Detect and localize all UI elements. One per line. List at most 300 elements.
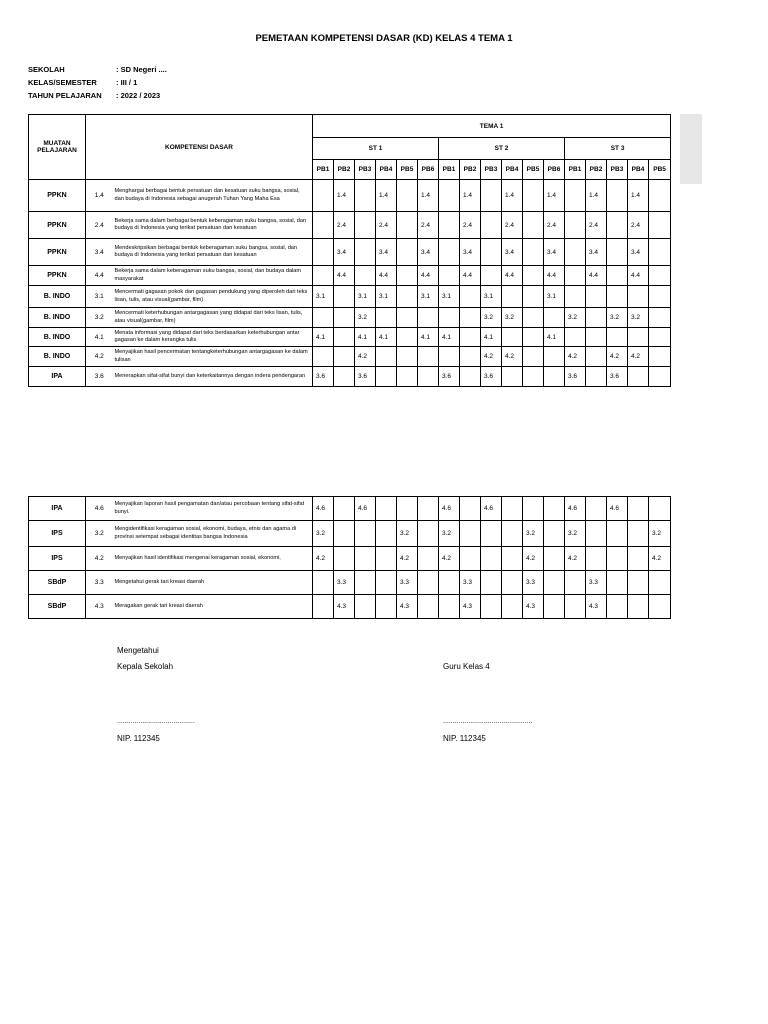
table-row <box>29 180 671 212</box>
kd-text-cell: Mencermati keterhubungan antargagasan yang didapat dari teks lisan, tulis, atau visual(gambar, film) <box>113 308 313 328</box>
pb-cell <box>502 367 523 387</box>
pb-cell <box>439 347 460 367</box>
pb-cell <box>523 239 544 266</box>
mapel-cell: IPS <box>29 547 86 571</box>
kd-number-cell: 3.2 <box>86 308 113 328</box>
pb-cell <box>628 595 649 619</box>
pb-cell <box>607 595 628 619</box>
pb-cell <box>586 308 607 328</box>
pb-cell <box>649 497 671 521</box>
pb-cell <box>586 521 607 547</box>
pb-cell: 2.4 <box>502 212 523 239</box>
kd-number-cell: 3.3 <box>86 571 113 595</box>
pb-cell: 3.2 <box>523 521 544 547</box>
header-pb: PB2 <box>460 160 481 180</box>
pb-cell: 3.4 <box>544 239 565 266</box>
pb-cell: 3.6 <box>565 367 586 387</box>
pb-cell: 4.2 <box>565 547 586 571</box>
pb-cell <box>397 180 418 212</box>
pb-cell <box>565 595 586 619</box>
pb-cell <box>460 328 481 347</box>
pb-cell <box>481 180 502 212</box>
pb-cell <box>481 547 502 571</box>
header-st1: ST 1 <box>313 138 439 160</box>
header-pb: PB6 <box>544 160 565 180</box>
pb-cell: 3.3 <box>334 571 355 595</box>
pb-cell <box>502 521 523 547</box>
mapel-cell: PPKN <box>29 180 86 212</box>
mapel-cell: PPKN <box>29 239 86 266</box>
pb-cell: 4.2 <box>397 547 418 571</box>
pb-cell <box>544 308 565 328</box>
pb-cell <box>649 308 671 328</box>
pb-cell <box>523 180 544 212</box>
pb-cell <box>313 266 334 286</box>
pb-cell: 4.6 <box>355 497 376 521</box>
kd-number-cell: 1.4 <box>86 180 113 212</box>
pb-cell <box>544 521 565 547</box>
pb-cell: 3.3 <box>586 571 607 595</box>
pb-cell <box>544 367 565 387</box>
pb-cell: 4.6 <box>313 497 334 521</box>
pb-cell: 4.3 <box>460 595 481 619</box>
header-pb: PB3 <box>481 160 502 180</box>
pb-cell <box>607 521 628 547</box>
mapel-cell: B. INDO <box>29 286 86 308</box>
pb-cell: 4.2 <box>523 547 544 571</box>
pb-cell: 3.2 <box>502 308 523 328</box>
pb-cell <box>607 212 628 239</box>
pb-cell: 4.2 <box>565 347 586 367</box>
pb-cell <box>397 328 418 347</box>
pb-cell: 3.6 <box>481 367 502 387</box>
kd-number-cell: 4.6 <box>86 497 113 521</box>
pb-cell: 4.4 <box>502 266 523 286</box>
pb-cell <box>586 497 607 521</box>
pb-cell: 4.4 <box>376 266 397 286</box>
meta-row <box>28 76 167 89</box>
meta-row <box>28 63 167 76</box>
kd-table-part1 <box>28 114 671 387</box>
pb-cell: 3.4 <box>376 239 397 266</box>
mapel-cell: B. INDO <box>29 328 86 347</box>
header-pb: PB2 <box>586 160 607 180</box>
pb-cell <box>565 328 586 347</box>
pb-cell <box>313 571 334 595</box>
pb-cell <box>544 347 565 367</box>
pb-cell <box>628 521 649 547</box>
meta-value: : 2022 / 2023 <box>116 91 161 100</box>
pb-cell: 3.1 <box>544 286 565 308</box>
pb-cell: 4.1 <box>439 328 460 347</box>
kd-text-cell: Mengidentifikasi keragaman sosial, ekonomi, budaya, etnis dan agama di provinsi setempat sebagai identitas bangsa Indonesia <box>113 521 313 547</box>
pb-cell: 3.2 <box>565 308 586 328</box>
pb-cell <box>460 521 481 547</box>
pb-cell <box>355 239 376 266</box>
pb-cell: 3.4 <box>502 239 523 266</box>
pb-cell <box>544 497 565 521</box>
pb-cell: 2.4 <box>544 212 565 239</box>
document-title: PEMETAAN KOMPETENSI DASAR (KD) KELAS 4 TEMA 1 <box>255 33 513 44</box>
pb-cell <box>376 347 397 367</box>
pb-cell <box>628 547 649 571</box>
pb-cell <box>649 286 671 308</box>
header-pb: PB3 <box>355 160 376 180</box>
table-row <box>29 521 671 547</box>
kd-number-cell: 3.2 <box>86 521 113 547</box>
pb-cell <box>586 547 607 571</box>
pb-cell <box>439 266 460 286</box>
meta-value: : III / 1 <box>116 78 138 87</box>
pb-cell: 3.3 <box>523 571 544 595</box>
pb-cell <box>649 328 671 347</box>
table-row <box>29 212 671 239</box>
pb-cell <box>397 286 418 308</box>
pb-cell: 1.4 <box>544 180 565 212</box>
pb-cell: 4.2 <box>439 547 460 571</box>
pb-cell <box>355 521 376 547</box>
mapel-cell: SBdP <box>29 595 86 619</box>
pb-cell: 4.4 <box>628 266 649 286</box>
pb-cell <box>649 347 671 367</box>
header-pb: PB4 <box>502 160 523 180</box>
table-row <box>29 347 671 367</box>
table-row <box>29 286 671 308</box>
pb-cell <box>460 308 481 328</box>
header-shade <box>680 114 702 184</box>
pb-cell: 3.2 <box>481 308 502 328</box>
pb-cell <box>376 595 397 619</box>
pb-cell <box>607 239 628 266</box>
header-pb: PB1 <box>439 160 460 180</box>
pb-cell <box>607 547 628 571</box>
pb-cell: 4.4 <box>460 266 481 286</box>
pb-cell <box>460 367 481 387</box>
pb-cell: 3.2 <box>439 521 460 547</box>
mapel-cell: B. INDO <box>29 347 86 367</box>
pb-cell <box>565 571 586 595</box>
pb-cell: 3.2 <box>397 521 418 547</box>
pb-cell <box>586 286 607 308</box>
pb-cell: 4.3 <box>586 595 607 619</box>
meta-block <box>28 63 167 102</box>
pb-cell: 4.2 <box>649 547 671 571</box>
pb-cell: 4.2 <box>355 347 376 367</box>
pb-cell: 3.1 <box>376 286 397 308</box>
pb-cell: 3.3 <box>397 571 418 595</box>
pb-cell <box>628 571 649 595</box>
pb-cell <box>439 595 460 619</box>
pb-cell: 4.1 <box>418 328 439 347</box>
pb-cell <box>565 239 586 266</box>
pb-cell <box>649 266 671 286</box>
pb-cell <box>544 571 565 595</box>
kd-number-cell: 3.4 <box>86 239 113 266</box>
pb-cell <box>439 571 460 595</box>
kd-text-cell: Mengetahui gerak tari kreasi daerah <box>113 571 313 595</box>
pb-cell <box>397 212 418 239</box>
pb-cell: 2.4 <box>586 212 607 239</box>
kd-text-cell: Mendeskripsikan berbagai bentuk keberagaman suku bangsa, sosial, dan budaya di Indonesia yang terikat persatuan dan kesatuan <box>113 239 313 266</box>
pb-cell: 3.2 <box>355 308 376 328</box>
kd-text-cell: Mencermati gagasan pokok dan gagasan pendukung yang diperoleh dari teks lisan, tulis, atau visual(gambar, film) <box>113 286 313 308</box>
pb-cell: 4.6 <box>481 497 502 521</box>
mengetahui-label: Mengetahui <box>117 646 159 655</box>
pb-cell: 3.2 <box>628 308 649 328</box>
kd-number-cell: 3.1 <box>86 286 113 308</box>
mapel-cell: SBdP <box>29 571 86 595</box>
pb-cell: 3.1 <box>439 286 460 308</box>
pb-cell: 3.6 <box>439 367 460 387</box>
pb-cell <box>502 286 523 308</box>
pb-cell <box>334 347 355 367</box>
table-row <box>29 308 671 328</box>
pb-cell: 4.6 <box>565 497 586 521</box>
guru-kelas-label: Guru Kelas 4 <box>443 662 490 671</box>
pb-cell <box>355 212 376 239</box>
pb-cell: 4.2 <box>502 347 523 367</box>
pb-cell <box>439 180 460 212</box>
pb-cell: 3.4 <box>334 239 355 266</box>
pb-cell <box>460 286 481 308</box>
header-tema: TEMA 1 <box>313 115 671 138</box>
pb-cell <box>502 328 523 347</box>
kd-text-cell: Bekerja sama dalam berbagai bentuk keberagaman suku bangsa, sosial, dan budaya di Indonesia yang terikat persatuan dan kesatuan <box>113 212 313 239</box>
pb-cell <box>418 308 439 328</box>
kd-number-cell: 4.3 <box>86 595 113 619</box>
kd-text-cell: Meragakan gerak tari kreasi daerah <box>113 595 313 619</box>
pb-cell: 2.4 <box>460 212 481 239</box>
meta-key: SEKOLAH <box>28 65 65 74</box>
pb-cell <box>418 571 439 595</box>
pb-cell <box>544 595 565 619</box>
header-pb: PB6 <box>418 160 439 180</box>
pb-cell <box>376 571 397 595</box>
pb-cell <box>628 286 649 308</box>
pb-cell <box>586 367 607 387</box>
pb-cell <box>334 497 355 521</box>
pb-cell: 3.4 <box>586 239 607 266</box>
pb-cell <box>481 521 502 547</box>
pb-cell <box>397 308 418 328</box>
pb-cell <box>355 571 376 595</box>
pb-cell <box>334 286 355 308</box>
pb-cell: 3.6 <box>313 367 334 387</box>
nip-left: NIP. 112345 <box>117 734 160 743</box>
pb-cell: 1.4 <box>460 180 481 212</box>
header-kd: KOMPETENSI DASAR <box>86 115 313 180</box>
pb-cell: 4.1 <box>481 328 502 347</box>
pb-cell <box>355 266 376 286</box>
pb-cell: 4.6 <box>439 497 460 521</box>
pb-cell <box>418 547 439 571</box>
pb-cell <box>523 266 544 286</box>
pb-cell <box>544 547 565 571</box>
pb-cell <box>376 497 397 521</box>
pb-cell: 2.4 <box>334 212 355 239</box>
kd-table-part2 <box>28 496 671 619</box>
pb-cell: 3.2 <box>565 521 586 547</box>
pb-cell <box>334 308 355 328</box>
pb-cell <box>439 212 460 239</box>
pb-cell: 3.2 <box>313 521 334 547</box>
signature-line-left: ........................................ <box>117 718 195 725</box>
pb-cell <box>502 571 523 595</box>
pb-cell <box>628 497 649 521</box>
header-pb: PB1 <box>565 160 586 180</box>
pb-cell: 3.1 <box>355 286 376 308</box>
pb-cell: 3.4 <box>628 239 649 266</box>
pb-cell: 4.2 <box>607 347 628 367</box>
pb-cell <box>523 497 544 521</box>
table-row <box>29 266 671 286</box>
pb-cell: 2.4 <box>418 212 439 239</box>
pb-cell: 4.1 <box>313 328 334 347</box>
pb-cell: 4.6 <box>607 497 628 521</box>
pb-cell <box>649 595 671 619</box>
header-pb: PB4 <box>628 160 649 180</box>
meta-key: TAHUN PELAJARAN <box>28 91 102 100</box>
pb-cell <box>481 266 502 286</box>
pb-cell <box>334 521 355 547</box>
pb-cell: 1.4 <box>628 180 649 212</box>
kd-number-cell: 4.2 <box>86 347 113 367</box>
header-pb: PB2 <box>334 160 355 180</box>
pb-cell <box>313 595 334 619</box>
kd-number-cell: 4.1 <box>86 328 113 347</box>
pb-cell <box>523 286 544 308</box>
mapel-cell: IPA <box>29 367 86 387</box>
mapel-cell: IPA <box>29 497 86 521</box>
kd-number-cell: 4.2 <box>86 547 113 571</box>
pb-cell <box>418 497 439 521</box>
mapel-cell: PPKN <box>29 266 86 286</box>
pb-cell <box>355 547 376 571</box>
pb-cell <box>334 547 355 571</box>
pb-cell <box>607 328 628 347</box>
pb-cell: 3.3 <box>460 571 481 595</box>
pb-cell: 1.4 <box>334 180 355 212</box>
nip-right: NIP. 112345 <box>443 734 486 743</box>
pb-cell <box>502 547 523 571</box>
pb-cell <box>586 347 607 367</box>
header-pb: PB4 <box>376 160 397 180</box>
kd-text-cell: Menyajikan hasil pencermatan tentangketerhubungan antargagasan ke dalam tulisan <box>113 347 313 367</box>
pb-cell <box>397 239 418 266</box>
pb-cell: 3.1 <box>418 286 439 308</box>
signature-line-right: .............................................. <box>443 718 533 725</box>
kd-text-cell: Menyajikan laporan hasil pengamatan dan/atau percobaan tentang sifat-sifat bunyi. <box>113 497 313 521</box>
pb-cell: 4.1 <box>355 328 376 347</box>
pb-cell: 3.6 <box>607 367 628 387</box>
pb-cell <box>607 266 628 286</box>
pb-cell <box>376 308 397 328</box>
pb-cell: 1.4 <box>502 180 523 212</box>
pb-cell: 4.1 <box>544 328 565 347</box>
pb-cell: 3.4 <box>418 239 439 266</box>
table-row <box>29 239 671 266</box>
pb-cell <box>313 180 334 212</box>
pb-cell <box>376 521 397 547</box>
mapel-cell: B. INDO <box>29 308 86 328</box>
pb-cell <box>397 347 418 367</box>
pb-cell: 3.1 <box>481 286 502 308</box>
header-muatan: MUATAN PELAJARAN <box>29 115 86 180</box>
pb-cell: 2.4 <box>376 212 397 239</box>
pb-cell <box>313 212 334 239</box>
kd-text-cell: Bekerja sama dalam keberagaman suku bangsa, sosial, dan budaya dalam masyarakat <box>113 266 313 286</box>
pb-cell: 4.4 <box>334 266 355 286</box>
header-pb: PB3 <box>607 160 628 180</box>
pb-cell <box>439 308 460 328</box>
pb-cell: 3.4 <box>460 239 481 266</box>
pb-cell <box>397 497 418 521</box>
pb-cell: 3.2 <box>649 521 671 547</box>
kepala-sekolah-label: Kepala Sekolah <box>117 662 174 671</box>
table-row <box>29 547 671 571</box>
header-pb: PB1 <box>313 160 334 180</box>
pb-cell <box>628 328 649 347</box>
pb-cell: 3.6 <box>355 367 376 387</box>
pb-cell <box>376 547 397 571</box>
pb-cell <box>481 239 502 266</box>
pb-cell <box>460 547 481 571</box>
pb-cell: 4.4 <box>544 266 565 286</box>
pb-cell: 4.3 <box>523 595 544 619</box>
header-pb: PB5 <box>649 160 671 180</box>
pb-cell <box>649 239 671 266</box>
pb-cell <box>334 367 355 387</box>
pb-cell: 4.3 <box>334 595 355 619</box>
header-pb: PB5 <box>523 160 544 180</box>
pb-cell <box>607 571 628 595</box>
mapel-cell: PPKN <box>29 212 86 239</box>
pb-cell: 3.1 <box>313 286 334 308</box>
pb-cell: 4.3 <box>397 595 418 619</box>
pb-cell: 1.4 <box>586 180 607 212</box>
pb-cell <box>460 497 481 521</box>
pb-cell <box>313 239 334 266</box>
meta-key: KELAS/SEMESTER <box>28 78 97 87</box>
pb-cell <box>313 347 334 367</box>
pb-cell: 4.2 <box>481 347 502 367</box>
pb-cell <box>502 595 523 619</box>
pb-cell <box>397 266 418 286</box>
pb-cell <box>523 212 544 239</box>
pb-cell <box>418 347 439 367</box>
meta-row <box>28 89 167 102</box>
pb-cell <box>586 328 607 347</box>
kd-number-cell: 4.4 <box>86 266 113 286</box>
meta-value: : SD Negeri .... <box>116 65 167 74</box>
pb-cell <box>649 367 671 387</box>
table-row <box>29 328 671 347</box>
pb-cell <box>523 367 544 387</box>
table-row <box>29 367 671 387</box>
pb-cell <box>460 347 481 367</box>
pb-cell <box>439 239 460 266</box>
pb-cell <box>565 180 586 212</box>
pb-cell: 4.2 <box>313 547 334 571</box>
pb-cell <box>502 497 523 521</box>
pb-cell <box>481 212 502 239</box>
pb-cell <box>649 212 671 239</box>
pb-cell: 3.2 <box>607 308 628 328</box>
pb-cell <box>418 521 439 547</box>
pb-cell <box>523 328 544 347</box>
pb-cell <box>376 367 397 387</box>
pb-cell <box>481 595 502 619</box>
